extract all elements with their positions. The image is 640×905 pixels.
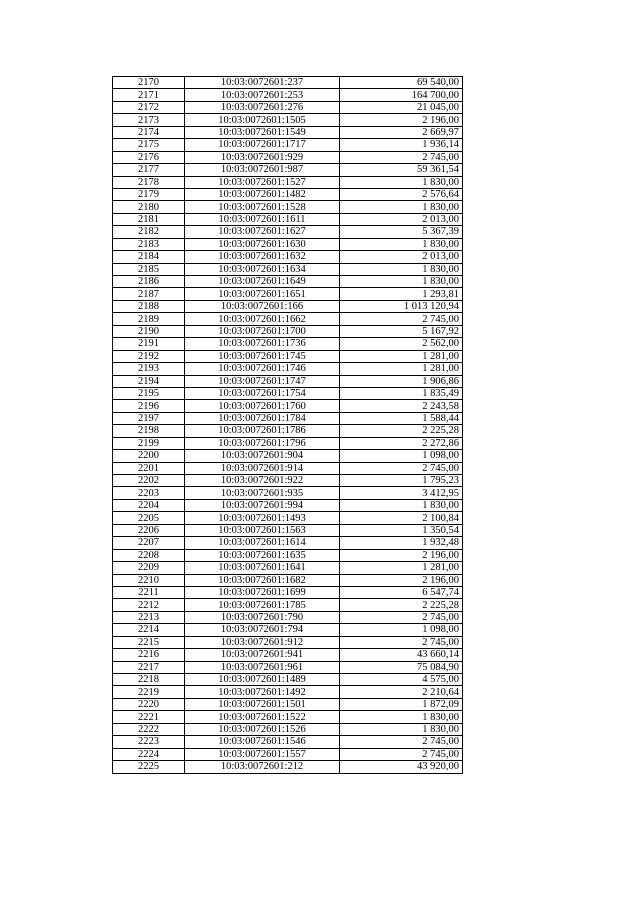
table-row [113, 636, 463, 648]
cadastral-number-cell: 10:03:0072601:1501 [185, 698, 340, 710]
row-number-cell: 2207 [113, 537, 185, 549]
cadastral-value-cell: 5 367,39 [340, 226, 463, 238]
cadastral-value-cell: 1 872,09 [340, 698, 463, 710]
row-number-cell: 2225 [113, 761, 185, 773]
cadastral-value-cell: 2 745,00 [340, 462, 463, 474]
row-number-cell: 2173 [113, 114, 185, 126]
row-number-cell: 2217 [113, 661, 185, 673]
table-row [113, 624, 463, 636]
cadastral-number-cell: 10:03:0072601:794 [185, 624, 340, 636]
cadastral-number-cell: 10:03:0072601:166 [185, 300, 340, 312]
table-row [113, 723, 463, 735]
table-row [113, 238, 463, 250]
cadastral-number-cell: 10:03:0072601:1736 [185, 338, 340, 350]
cadastral-value-cell: 3 412,95 [340, 487, 463, 499]
cadastral-number-cell: 10:03:0072601:1717 [185, 139, 340, 151]
cadastral-value-cell: 43 660,14 [340, 649, 463, 661]
row-number-cell: 2209 [113, 562, 185, 574]
row-number-cell: 2184 [113, 251, 185, 263]
row-number-cell: 2192 [113, 350, 185, 362]
cadastral-number-cell: 10:03:0072601:914 [185, 462, 340, 474]
row-number-cell: 2200 [113, 450, 185, 462]
cadastral-value-cell: 1 830,00 [340, 723, 463, 735]
cadastral-value-cell: 2 745,00 [340, 611, 463, 623]
table-row [113, 363, 463, 375]
cadastral-number-cell: 10:03:0072601:1528 [185, 201, 340, 213]
row-number-cell: 2213 [113, 611, 185, 623]
cadastral-value-cell: 43 920,00 [340, 761, 463, 773]
table-row [113, 711, 463, 723]
cadastral-number-cell: 10:03:0072601:1492 [185, 686, 340, 698]
row-number-cell: 2223 [113, 736, 185, 748]
cadastral-value-cell: 1 936,14 [340, 139, 463, 151]
cadastral-number-cell: 10:03:0072601:1526 [185, 723, 340, 735]
row-number-cell: 2201 [113, 462, 185, 474]
cadastral-value-cell: 1 830,00 [340, 238, 463, 250]
row-number-cell: 2185 [113, 263, 185, 275]
cadastral-number-cell: 10:03:0072601:1505 [185, 114, 340, 126]
cadastral-number-cell: 10:03:0072601:1760 [185, 400, 340, 412]
cadastral-number-cell: 10:03:0072601:1627 [185, 226, 340, 238]
table-row [113, 164, 463, 176]
cadastral-number-cell: 10:03:0072601:1482 [185, 188, 340, 200]
cadastral-number-cell: 10:03:0072601:1747 [185, 375, 340, 387]
row-number-cell: 2216 [113, 649, 185, 661]
row-number-cell: 2205 [113, 512, 185, 524]
row-number-cell: 2195 [113, 387, 185, 399]
cadastral-value-cell: 1 835,49 [340, 387, 463, 399]
table-row [113, 251, 463, 263]
cadastral-number-cell: 10:03:0072601:987 [185, 164, 340, 176]
table-row [113, 387, 463, 399]
cadastral-value-cell: 2 243,58 [340, 400, 463, 412]
row-number-cell: 2214 [113, 624, 185, 636]
table-row [113, 400, 463, 412]
table-row [113, 437, 463, 449]
cadastral-value-cell: 2 745,00 [340, 736, 463, 748]
cadastral-number-cell: 10:03:0072601:1546 [185, 736, 340, 748]
table-row [113, 176, 463, 188]
table-row [113, 661, 463, 673]
row-number-cell: 2219 [113, 686, 185, 698]
cadastral-number-cell: 10:03:0072601:1630 [185, 238, 340, 250]
table-row [113, 226, 463, 238]
cadastral-value-cell: 2 562,00 [340, 338, 463, 350]
cadastral-value-cell: 1 830,00 [340, 176, 463, 188]
cadastral-value-cell: 2 745,00 [340, 748, 463, 760]
cadastral-number-cell: 10:03:0072601:912 [185, 636, 340, 648]
table-row [113, 487, 463, 499]
row-number-cell: 2211 [113, 586, 185, 598]
table-row [113, 263, 463, 275]
row-number-cell: 2194 [113, 375, 185, 387]
table-row [113, 686, 463, 698]
row-number-cell: 2221 [113, 711, 185, 723]
cadastral-value-cell: 1 830,00 [340, 499, 463, 511]
cadastral-number-cell: 10:03:0072601:1614 [185, 537, 340, 549]
cadastral-value-cell: 2 013,00 [340, 251, 463, 263]
table-row [113, 562, 463, 574]
row-number-cell: 2190 [113, 325, 185, 337]
row-number-cell: 2212 [113, 599, 185, 611]
row-number-cell: 2224 [113, 748, 185, 760]
table-row [113, 313, 463, 325]
table-row [113, 649, 463, 661]
row-number-cell: 2204 [113, 499, 185, 511]
cadastral-number-cell: 10:03:0072601:237 [185, 77, 340, 89]
cadastral-number-cell: 10:03:0072601:1649 [185, 276, 340, 288]
cadastral-value-cell: 75 084,90 [340, 661, 463, 673]
table-row [113, 101, 463, 113]
cadastral-value-cell: 164 700,00 [340, 89, 463, 101]
cadastral-number-cell: 10:03:0072601:1641 [185, 562, 340, 574]
table-row [113, 139, 463, 151]
cadastral-number-cell: 10:03:0072601:1635 [185, 549, 340, 561]
cadastral-value-cell: 2 225,28 [340, 599, 463, 611]
table-row [113, 126, 463, 138]
table-row [113, 698, 463, 710]
table-row [113, 450, 463, 462]
cadastral-number-cell: 10:03:0072601:1651 [185, 288, 340, 300]
cadastral-value-cell: 1 906,86 [340, 375, 463, 387]
row-number-cell: 2220 [113, 698, 185, 710]
row-number-cell: 2208 [113, 549, 185, 561]
table-row [113, 524, 463, 536]
cadastral-number-cell: 10:03:0072601:961 [185, 661, 340, 673]
cadastral-number-cell: 10:03:0072601:1557 [185, 748, 340, 760]
table-row [113, 338, 463, 350]
row-number-cell: 2171 [113, 89, 185, 101]
cadastral-number-cell: 10:03:0072601:212 [185, 761, 340, 773]
cadastral-number-cell: 10:03:0072601:1786 [185, 425, 340, 437]
row-number-cell: 2202 [113, 475, 185, 487]
cadastral-value-cell: 1 098,00 [340, 450, 463, 462]
table-row [113, 375, 463, 387]
row-number-cell: 2176 [113, 151, 185, 163]
cadastral-value-cell: 2 669,97 [340, 126, 463, 138]
table-row [113, 213, 463, 225]
row-number-cell: 2193 [113, 363, 185, 375]
table-row [113, 288, 463, 300]
cadastral-number-cell: 10:03:0072601:1662 [185, 313, 340, 325]
cadastral-number-cell: 10:03:0072601:1611 [185, 213, 340, 225]
table-row [113, 599, 463, 611]
row-number-cell: 2199 [113, 437, 185, 449]
cadastral-value-cell: 2 013,00 [340, 213, 463, 225]
cadastral-value-cell: 2 745,00 [340, 636, 463, 648]
cadastral-value-cell: 1 350,54 [340, 524, 463, 536]
table-row [113, 300, 463, 312]
cadastral-value-cell: 5 167,92 [340, 325, 463, 337]
cadastral-value-cell: 21 045,00 [340, 101, 463, 113]
table-row [113, 761, 463, 773]
row-number-cell: 2198 [113, 425, 185, 437]
row-number-cell: 2172 [113, 101, 185, 113]
cadastral-number-cell: 10:03:0072601:929 [185, 151, 340, 163]
row-number-cell: 2183 [113, 238, 185, 250]
row-number-cell: 2189 [113, 313, 185, 325]
cadastral-number-cell: 10:03:0072601:1700 [185, 325, 340, 337]
cadastral-number-cell: 10:03:0072601:1754 [185, 387, 340, 399]
table-row [113, 611, 463, 623]
table-row [113, 574, 463, 586]
cadastral-value-cell: 1 013 120,94 [340, 300, 463, 312]
table-row [113, 425, 463, 437]
table-row [113, 77, 463, 89]
cadastral-value-cell: 2 745,00 [340, 151, 463, 163]
cadastral-number-cell: 10:03:0072601:790 [185, 611, 340, 623]
row-number-cell: 2177 [113, 164, 185, 176]
table-row [113, 674, 463, 686]
row-number-cell: 2188 [113, 300, 185, 312]
cadastral-number-cell: 10:03:0072601:1527 [185, 176, 340, 188]
row-number-cell: 2180 [113, 201, 185, 213]
cadastral-number-cell: 10:03:0072601:935 [185, 487, 340, 499]
table-row [113, 412, 463, 424]
cadastral-number-cell: 10:03:0072601:1549 [185, 126, 340, 138]
cadastral-number-cell: 10:03:0072601:1634 [185, 263, 340, 275]
cadastral-number-cell: 10:03:0072601:1563 [185, 524, 340, 536]
cadastral-value-cell: 2 100,84 [340, 512, 463, 524]
cadastral-value-cell: 69 540,00 [340, 77, 463, 89]
table-row [113, 462, 463, 474]
row-number-cell: 2174 [113, 126, 185, 138]
cadastral-value-cell: 2 196,00 [340, 549, 463, 561]
cadastral-value-cell: 2 576,64 [340, 188, 463, 200]
cadastral-value-cell: 1 098,00 [340, 624, 463, 636]
table-row [113, 89, 463, 101]
cadastral-value-cell: 1 830,00 [340, 276, 463, 288]
table-row [113, 276, 463, 288]
cadastral-number-cell: 10:03:0072601:1746 [185, 363, 340, 375]
cadastral-number-cell: 10:03:0072601:1745 [185, 350, 340, 362]
cadastral-value-cell: 59 361,54 [340, 164, 463, 176]
cadastral-value-cell: 1 830,00 [340, 711, 463, 723]
cadastral-value-cell: 1 830,00 [340, 263, 463, 275]
row-number-cell: 2191 [113, 338, 185, 350]
table-row [113, 537, 463, 549]
row-number-cell: 2178 [113, 176, 185, 188]
cadastral-value-cell: 1 830,00 [340, 201, 463, 213]
row-number-cell: 2203 [113, 487, 185, 499]
cadastral-value-cell: 2 210,64 [340, 686, 463, 698]
table-row [113, 475, 463, 487]
row-number-cell: 2196 [113, 400, 185, 412]
cadastral-number-cell: 10:03:0072601:1785 [185, 599, 340, 611]
table-row [113, 201, 463, 213]
cadastral-number-cell: 10:03:0072601:1784 [185, 412, 340, 424]
cadastral-number-cell: 10:03:0072601:1796 [185, 437, 340, 449]
cadastral-value-cell: 2 272,86 [340, 437, 463, 449]
row-number-cell: 2187 [113, 288, 185, 300]
cadastral-number-cell: 10:03:0072601:904 [185, 450, 340, 462]
table-body [113, 77, 463, 774]
table-row [113, 151, 463, 163]
table-row [113, 736, 463, 748]
row-number-cell: 2197 [113, 412, 185, 424]
row-number-cell: 2175 [113, 139, 185, 151]
cadastral-number-cell: 10:03:0072601:1493 [185, 512, 340, 524]
table-row [113, 114, 463, 126]
table-row [113, 748, 463, 760]
cadastral-number-cell: 10:03:0072601:1682 [185, 574, 340, 586]
cadastral-number-cell: 10:03:0072601:1699 [185, 586, 340, 598]
cadastral-number-cell: 10:03:0072601:994 [185, 499, 340, 511]
cadastral-value-cell: 1 932,48 [340, 537, 463, 549]
row-number-cell: 2215 [113, 636, 185, 648]
cadastral-value-cell: 2 196,00 [340, 574, 463, 586]
row-number-cell: 2210 [113, 574, 185, 586]
row-number-cell: 2182 [113, 226, 185, 238]
row-number-cell: 2222 [113, 723, 185, 735]
cadastral-number-cell: 10:03:0072601:1632 [185, 251, 340, 263]
table-row [113, 325, 463, 337]
cadastral-value-cell: 2 225,28 [340, 425, 463, 437]
cadastral-number-cell: 10:03:0072601:1522 [185, 711, 340, 723]
table-row [113, 549, 463, 561]
table-row [113, 499, 463, 511]
row-number-cell: 2181 [113, 213, 185, 225]
cadastral-value-cell: 1 281,00 [340, 363, 463, 375]
cadastral-number-cell: 10:03:0072601:276 [185, 101, 340, 113]
cadastral-value-cell: 1 293,81 [340, 288, 463, 300]
row-number-cell: 2206 [113, 524, 185, 536]
table-row [113, 350, 463, 362]
cadastral-number-cell: 10:03:0072601:922 [185, 475, 340, 487]
cadastral-value-cell: 6 547,74 [340, 586, 463, 598]
cadastral-value-cell: 1 795,23 [340, 475, 463, 487]
cadastral-value-cell: 1 281,00 [340, 562, 463, 574]
row-number-cell: 2179 [113, 188, 185, 200]
table-row [113, 586, 463, 598]
cadastral-value-cell: 1 281,00 [340, 350, 463, 362]
table-row [113, 188, 463, 200]
row-number-cell: 2218 [113, 674, 185, 686]
cadastral-number-cell: 10:03:0072601:941 [185, 649, 340, 661]
cadastral-value-cell: 4 575,00 [340, 674, 463, 686]
row-number-cell: 2170 [113, 77, 185, 89]
cadastral-value-table [112, 76, 463, 774]
cadastral-number-cell: 10:03:0072601:253 [185, 89, 340, 101]
cadastral-value-cell: 2 745,00 [340, 313, 463, 325]
cadastral-value-cell: 2 196,00 [340, 114, 463, 126]
cadastral-value-cell: 1 588,44 [340, 412, 463, 424]
table-row [113, 512, 463, 524]
row-number-cell: 2186 [113, 276, 185, 288]
cadastral-number-cell: 10:03:0072601:1489 [185, 674, 340, 686]
